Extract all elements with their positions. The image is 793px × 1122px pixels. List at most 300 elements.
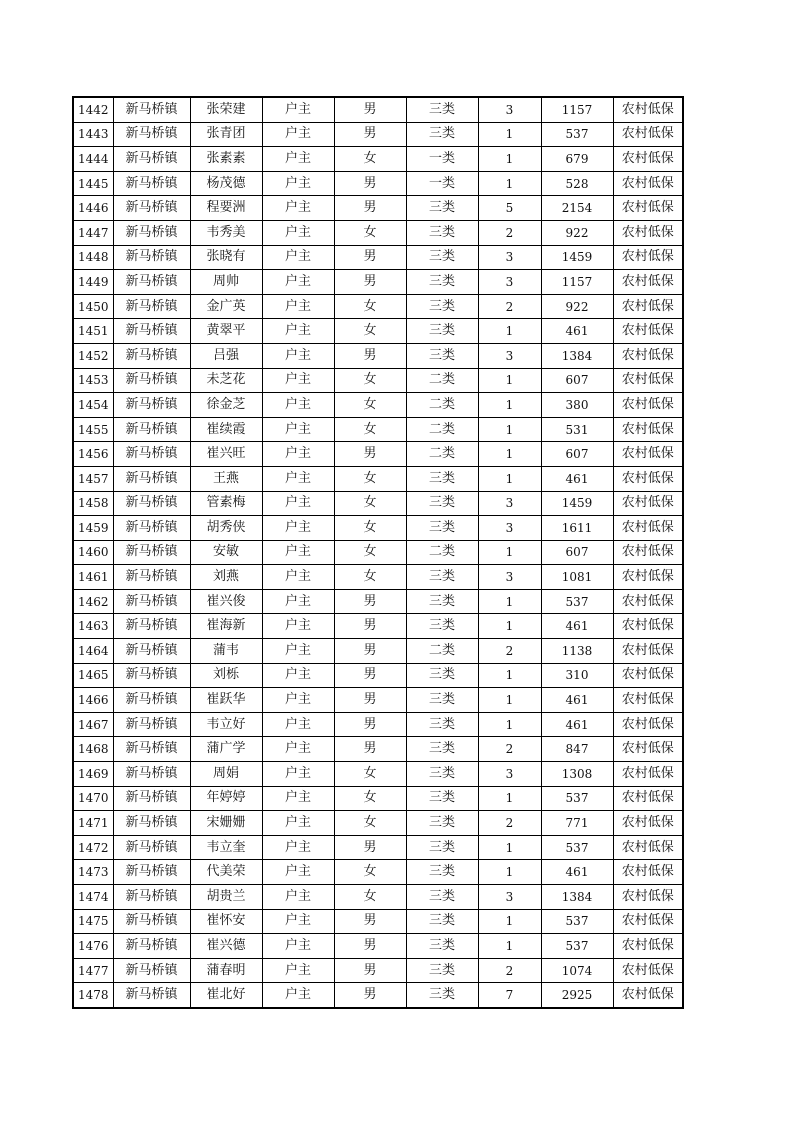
town-cell: 新马桥镇 (113, 220, 190, 245)
assistance-type-cell: 农村低保 (613, 614, 683, 639)
category-cell: 一类 (406, 147, 478, 172)
serial-number-cell: 1455 (73, 417, 113, 442)
table-row (73, 516, 683, 541)
amount-cell: 461 (541, 319, 613, 344)
name-cell: 未芝花 (190, 368, 262, 393)
amount-cell: 1459 (541, 245, 613, 270)
serial-number-cell: 1446 (73, 196, 113, 221)
amount-cell: 922 (541, 294, 613, 319)
assistance-type-cell: 农村低保 (613, 97, 683, 122)
relation-cell: 户主 (262, 860, 334, 885)
assistance-type-cell: 农村低保 (613, 122, 683, 147)
town-cell: 新马桥镇 (113, 909, 190, 934)
town-cell: 新马桥镇 (113, 811, 190, 836)
assistance-type-cell: 农村低保 (613, 860, 683, 885)
gender-cell: 女 (334, 565, 406, 590)
assistance-type-cell: 农村低保 (613, 663, 683, 688)
gender-cell: 男 (334, 835, 406, 860)
relation-cell: 户主 (262, 393, 334, 418)
assistance-type-cell: 农村低保 (613, 147, 683, 172)
assistance-type-cell: 农村低保 (613, 688, 683, 713)
serial-number-cell: 1469 (73, 762, 113, 787)
town-cell: 新马桥镇 (113, 860, 190, 885)
serial-number-cell: 1454 (73, 393, 113, 418)
serial-number-cell: 1457 (73, 466, 113, 491)
amount-cell: 1138 (541, 639, 613, 664)
table-row (73, 245, 683, 270)
category-cell: 三类 (406, 614, 478, 639)
gender-cell: 女 (334, 516, 406, 541)
serial-number-cell: 1449 (73, 270, 113, 295)
relation-cell: 户主 (262, 835, 334, 860)
assistance-type-cell: 农村低保 (613, 343, 683, 368)
members-cell: 1 (478, 909, 541, 934)
table-row (73, 688, 683, 713)
assistance-type-cell: 农村低保 (613, 171, 683, 196)
members-cell: 2 (478, 958, 541, 983)
members-cell: 2 (478, 737, 541, 762)
relation-cell: 户主 (262, 909, 334, 934)
members-cell: 1 (478, 663, 541, 688)
gender-cell: 男 (334, 909, 406, 934)
gender-cell: 女 (334, 393, 406, 418)
members-cell: 1 (478, 540, 541, 565)
town-cell: 新马桥镇 (113, 589, 190, 614)
members-cell: 3 (478, 762, 541, 787)
table-row (73, 983, 683, 1008)
name-cell: 周帅 (190, 270, 262, 295)
amount-cell: 847 (541, 737, 613, 762)
category-cell: 三类 (406, 565, 478, 590)
name-cell: 胡秀侠 (190, 516, 262, 541)
serial-number-cell: 1466 (73, 688, 113, 713)
town-cell: 新马桥镇 (113, 663, 190, 688)
amount-cell: 310 (541, 663, 613, 688)
category-cell: 三类 (406, 762, 478, 787)
assistance-type-cell: 农村低保 (613, 934, 683, 959)
category-cell: 二类 (406, 639, 478, 664)
gender-cell: 女 (334, 294, 406, 319)
serial-number-cell: 1476 (73, 934, 113, 959)
gender-cell: 男 (334, 983, 406, 1008)
table-row (73, 762, 683, 787)
members-cell: 1 (478, 688, 541, 713)
relation-cell: 户主 (262, 885, 334, 910)
category-cell: 三类 (406, 220, 478, 245)
gender-cell: 男 (334, 688, 406, 713)
category-cell: 二类 (406, 540, 478, 565)
table-row (73, 663, 683, 688)
name-cell: 韦立奎 (190, 835, 262, 860)
members-cell: 3 (478, 516, 541, 541)
table-row (73, 491, 683, 516)
gender-cell: 女 (334, 466, 406, 491)
assistance-type-cell: 农村低保 (613, 885, 683, 910)
members-cell: 1 (478, 614, 541, 639)
roster-body (73, 97, 683, 1008)
assistance-type-cell: 农村低保 (613, 762, 683, 787)
assistance-type-cell: 农村低保 (613, 270, 683, 295)
category-cell: 三类 (406, 811, 478, 836)
assistance-type-cell: 农村低保 (613, 196, 683, 221)
amount-cell: 1081 (541, 565, 613, 590)
name-cell: 张素素 (190, 147, 262, 172)
serial-number-cell: 1452 (73, 343, 113, 368)
table-row (73, 909, 683, 934)
relation-cell: 户主 (262, 934, 334, 959)
gender-cell: 男 (334, 171, 406, 196)
town-cell: 新马桥镇 (113, 688, 190, 713)
amount-cell: 1459 (541, 491, 613, 516)
serial-number-cell: 1470 (73, 786, 113, 811)
relation-cell: 户主 (262, 663, 334, 688)
category-cell: 三类 (406, 245, 478, 270)
gender-cell: 男 (334, 639, 406, 664)
assistance-type-cell: 农村低保 (613, 565, 683, 590)
assistance-type-cell: 农村低保 (613, 786, 683, 811)
gender-cell: 女 (334, 811, 406, 836)
members-cell: 3 (478, 565, 541, 590)
amount-cell: 607 (541, 368, 613, 393)
assistance-type-cell: 农村低保 (613, 958, 683, 983)
gender-cell: 男 (334, 663, 406, 688)
town-cell: 新马桥镇 (113, 343, 190, 368)
name-cell: 刘燕 (190, 565, 262, 590)
gender-cell: 男 (334, 614, 406, 639)
category-cell: 三类 (406, 885, 478, 910)
category-cell: 二类 (406, 393, 478, 418)
assistance-type-cell: 农村低保 (613, 983, 683, 1008)
amount-cell: 1074 (541, 958, 613, 983)
serial-number-cell: 1456 (73, 442, 113, 467)
serial-number-cell: 1458 (73, 491, 113, 516)
town-cell: 新马桥镇 (113, 712, 190, 737)
assistance-type-cell: 农村低保 (613, 393, 683, 418)
relation-cell: 户主 (262, 516, 334, 541)
assistance-type-cell: 农村低保 (613, 540, 683, 565)
town-cell: 新马桥镇 (113, 491, 190, 516)
serial-number-cell: 1462 (73, 589, 113, 614)
table-row (73, 122, 683, 147)
name-cell: 蒲韦 (190, 639, 262, 664)
relation-cell: 户主 (262, 811, 334, 836)
serial-number-cell: 1467 (73, 712, 113, 737)
assistance-roster-table (72, 96, 684, 1009)
category-cell: 三类 (406, 319, 478, 344)
members-cell: 3 (478, 270, 541, 295)
members-cell: 1 (478, 442, 541, 467)
serial-number-cell: 1473 (73, 860, 113, 885)
name-cell: 崔兴德 (190, 934, 262, 959)
table-row (73, 270, 683, 295)
amount-cell: 679 (541, 147, 613, 172)
relation-cell: 户主 (262, 639, 334, 664)
members-cell: 2 (478, 220, 541, 245)
name-cell: 张荣建 (190, 97, 262, 122)
category-cell: 三类 (406, 663, 478, 688)
members-cell: 3 (478, 97, 541, 122)
town-cell: 新马桥镇 (113, 737, 190, 762)
members-cell: 1 (478, 171, 541, 196)
serial-number-cell: 1461 (73, 565, 113, 590)
relation-cell: 户主 (262, 712, 334, 737)
town-cell: 新马桥镇 (113, 122, 190, 147)
name-cell: 程要洲 (190, 196, 262, 221)
table-row (73, 220, 683, 245)
category-cell: 三类 (406, 122, 478, 147)
members-cell: 1 (478, 860, 541, 885)
name-cell: 安敏 (190, 540, 262, 565)
category-cell: 一类 (406, 171, 478, 196)
relation-cell: 户主 (262, 270, 334, 295)
amount-cell: 771 (541, 811, 613, 836)
name-cell: 蒲春明 (190, 958, 262, 983)
amount-cell: 461 (541, 466, 613, 491)
amount-cell: 1308 (541, 762, 613, 787)
amount-cell: 537 (541, 122, 613, 147)
members-cell: 1 (478, 319, 541, 344)
town-cell: 新马桥镇 (113, 368, 190, 393)
relation-cell: 户主 (262, 762, 334, 787)
members-cell: 1 (478, 393, 541, 418)
relation-cell: 户主 (262, 786, 334, 811)
serial-number-cell: 1475 (73, 909, 113, 934)
amount-cell: 1384 (541, 343, 613, 368)
name-cell: 张晓有 (190, 245, 262, 270)
relation-cell: 户主 (262, 565, 334, 590)
members-cell: 1 (478, 835, 541, 860)
category-cell: 三类 (406, 786, 478, 811)
amount-cell: 607 (541, 540, 613, 565)
table-row (73, 614, 683, 639)
name-cell: 王燕 (190, 466, 262, 491)
name-cell: 徐金芝 (190, 393, 262, 418)
category-cell: 三类 (406, 909, 478, 934)
name-cell: 崔海新 (190, 614, 262, 639)
amount-cell: 528 (541, 171, 613, 196)
members-cell: 1 (478, 122, 541, 147)
relation-cell: 户主 (262, 466, 334, 491)
table-row (73, 466, 683, 491)
serial-number-cell: 1468 (73, 737, 113, 762)
relation-cell: 户主 (262, 97, 334, 122)
name-cell: 刘栎 (190, 663, 262, 688)
relation-cell: 户主 (262, 688, 334, 713)
table-row (73, 540, 683, 565)
assistance-type-cell: 农村低保 (613, 417, 683, 442)
table-row (73, 712, 683, 737)
relation-cell: 户主 (262, 368, 334, 393)
town-cell: 新马桥镇 (113, 294, 190, 319)
town-cell: 新马桥镇 (113, 639, 190, 664)
gender-cell: 女 (334, 491, 406, 516)
amount-cell: 537 (541, 589, 613, 614)
members-cell: 2 (478, 811, 541, 836)
members-cell: 1 (478, 466, 541, 491)
serial-number-cell: 1471 (73, 811, 113, 836)
members-cell: 1 (478, 712, 541, 737)
members-cell: 7 (478, 983, 541, 1008)
amount-cell: 1157 (541, 97, 613, 122)
relation-cell: 户主 (262, 958, 334, 983)
assistance-type-cell: 农村低保 (613, 319, 683, 344)
assistance-type-cell: 农村低保 (613, 909, 683, 934)
town-cell: 新马桥镇 (113, 442, 190, 467)
category-cell: 三类 (406, 196, 478, 221)
members-cell: 5 (478, 196, 541, 221)
town-cell: 新马桥镇 (113, 934, 190, 959)
members-cell: 2 (478, 294, 541, 319)
assistance-type-cell: 农村低保 (613, 245, 683, 270)
category-cell: 三类 (406, 712, 478, 737)
relation-cell: 户主 (262, 737, 334, 762)
relation-cell: 户主 (262, 220, 334, 245)
amount-cell: 1157 (541, 270, 613, 295)
serial-number-cell: 1447 (73, 220, 113, 245)
gender-cell: 男 (334, 343, 406, 368)
members-cell: 1 (478, 786, 541, 811)
category-cell: 三类 (406, 737, 478, 762)
serial-number-cell: 1445 (73, 171, 113, 196)
serial-number-cell: 1450 (73, 294, 113, 319)
assistance-type-cell: 农村低保 (613, 466, 683, 491)
serial-number-cell: 1459 (73, 516, 113, 541)
assistance-type-cell: 农村低保 (613, 712, 683, 737)
gender-cell: 女 (334, 762, 406, 787)
assistance-type-cell: 农村低保 (613, 294, 683, 319)
assistance-type-cell: 农村低保 (613, 516, 683, 541)
gender-cell: 男 (334, 589, 406, 614)
name-cell: 吕强 (190, 343, 262, 368)
relation-cell: 户主 (262, 540, 334, 565)
gender-cell: 男 (334, 97, 406, 122)
name-cell: 崔兴旺 (190, 442, 262, 467)
name-cell: 胡贵兰 (190, 885, 262, 910)
serial-number-cell: 1444 (73, 147, 113, 172)
category-cell: 三类 (406, 97, 478, 122)
gender-cell: 女 (334, 368, 406, 393)
members-cell: 3 (478, 491, 541, 516)
serial-number-cell: 1474 (73, 885, 113, 910)
category-cell: 三类 (406, 516, 478, 541)
name-cell: 崔续霞 (190, 417, 262, 442)
table-row (73, 147, 683, 172)
table-row (73, 319, 683, 344)
assistance-type-cell: 农村低保 (613, 835, 683, 860)
members-cell: 3 (478, 885, 541, 910)
town-cell: 新马桥镇 (113, 786, 190, 811)
gender-cell: 女 (334, 147, 406, 172)
serial-number-cell: 1463 (73, 614, 113, 639)
town-cell: 新马桥镇 (113, 393, 190, 418)
name-cell: 韦立好 (190, 712, 262, 737)
town-cell: 新马桥镇 (113, 319, 190, 344)
amount-cell: 461 (541, 688, 613, 713)
table-row (73, 171, 683, 196)
name-cell: 黄翠平 (190, 319, 262, 344)
table-row (73, 786, 683, 811)
town-cell: 新马桥镇 (113, 516, 190, 541)
category-cell: 三类 (406, 589, 478, 614)
amount-cell: 2925 (541, 983, 613, 1008)
town-cell: 新马桥镇 (113, 614, 190, 639)
amount-cell: 2154 (541, 196, 613, 221)
name-cell: 蒲广学 (190, 737, 262, 762)
serial-number-cell: 1460 (73, 540, 113, 565)
gender-cell: 女 (334, 885, 406, 910)
serial-number-cell: 1451 (73, 319, 113, 344)
amount-cell: 607 (541, 442, 613, 467)
table-row (73, 97, 683, 122)
table-row (73, 294, 683, 319)
relation-cell: 户主 (262, 614, 334, 639)
table-row (73, 196, 683, 221)
assistance-type-cell: 农村低保 (613, 811, 683, 836)
serial-number-cell: 1477 (73, 958, 113, 983)
gender-cell: 女 (334, 540, 406, 565)
table-row (73, 860, 683, 885)
gender-cell: 女 (334, 220, 406, 245)
town-cell: 新马桥镇 (113, 835, 190, 860)
assistance-type-cell: 农村低保 (613, 737, 683, 762)
table-row (73, 565, 683, 590)
amount-cell: 531 (541, 417, 613, 442)
amount-cell: 461 (541, 712, 613, 737)
gender-cell: 男 (334, 958, 406, 983)
town-cell: 新马桥镇 (113, 97, 190, 122)
serial-number-cell: 1472 (73, 835, 113, 860)
gender-cell: 男 (334, 245, 406, 270)
town-cell: 新马桥镇 (113, 565, 190, 590)
relation-cell: 户主 (262, 491, 334, 516)
name-cell: 崔兴俊 (190, 589, 262, 614)
category-cell: 三类 (406, 835, 478, 860)
serial-number-cell: 1453 (73, 368, 113, 393)
table-row (73, 393, 683, 418)
relation-cell: 户主 (262, 417, 334, 442)
members-cell: 1 (478, 589, 541, 614)
gender-cell: 男 (334, 934, 406, 959)
amount-cell: 1611 (541, 516, 613, 541)
amount-cell: 537 (541, 786, 613, 811)
assistance-type-cell: 农村低保 (613, 589, 683, 614)
assistance-type-cell: 农村低保 (613, 220, 683, 245)
name-cell: 代美荣 (190, 860, 262, 885)
table-row (73, 885, 683, 910)
serial-number-cell: 1448 (73, 245, 113, 270)
town-cell: 新马桥镇 (113, 417, 190, 442)
gender-cell: 女 (334, 786, 406, 811)
name-cell: 崔怀安 (190, 909, 262, 934)
relation-cell: 户主 (262, 294, 334, 319)
category-cell: 三类 (406, 688, 478, 713)
town-cell: 新马桥镇 (113, 983, 190, 1008)
members-cell: 1 (478, 417, 541, 442)
members-cell: 3 (478, 343, 541, 368)
table-row (73, 934, 683, 959)
amount-cell: 537 (541, 934, 613, 959)
town-cell: 新马桥镇 (113, 270, 190, 295)
town-cell: 新马桥镇 (113, 885, 190, 910)
gender-cell: 女 (334, 417, 406, 442)
category-cell: 三类 (406, 343, 478, 368)
category-cell: 二类 (406, 417, 478, 442)
category-cell: 二类 (406, 442, 478, 467)
amount-cell: 380 (541, 393, 613, 418)
table-row (73, 639, 683, 664)
name-cell: 崔北好 (190, 983, 262, 1008)
name-cell: 崔跃华 (190, 688, 262, 713)
